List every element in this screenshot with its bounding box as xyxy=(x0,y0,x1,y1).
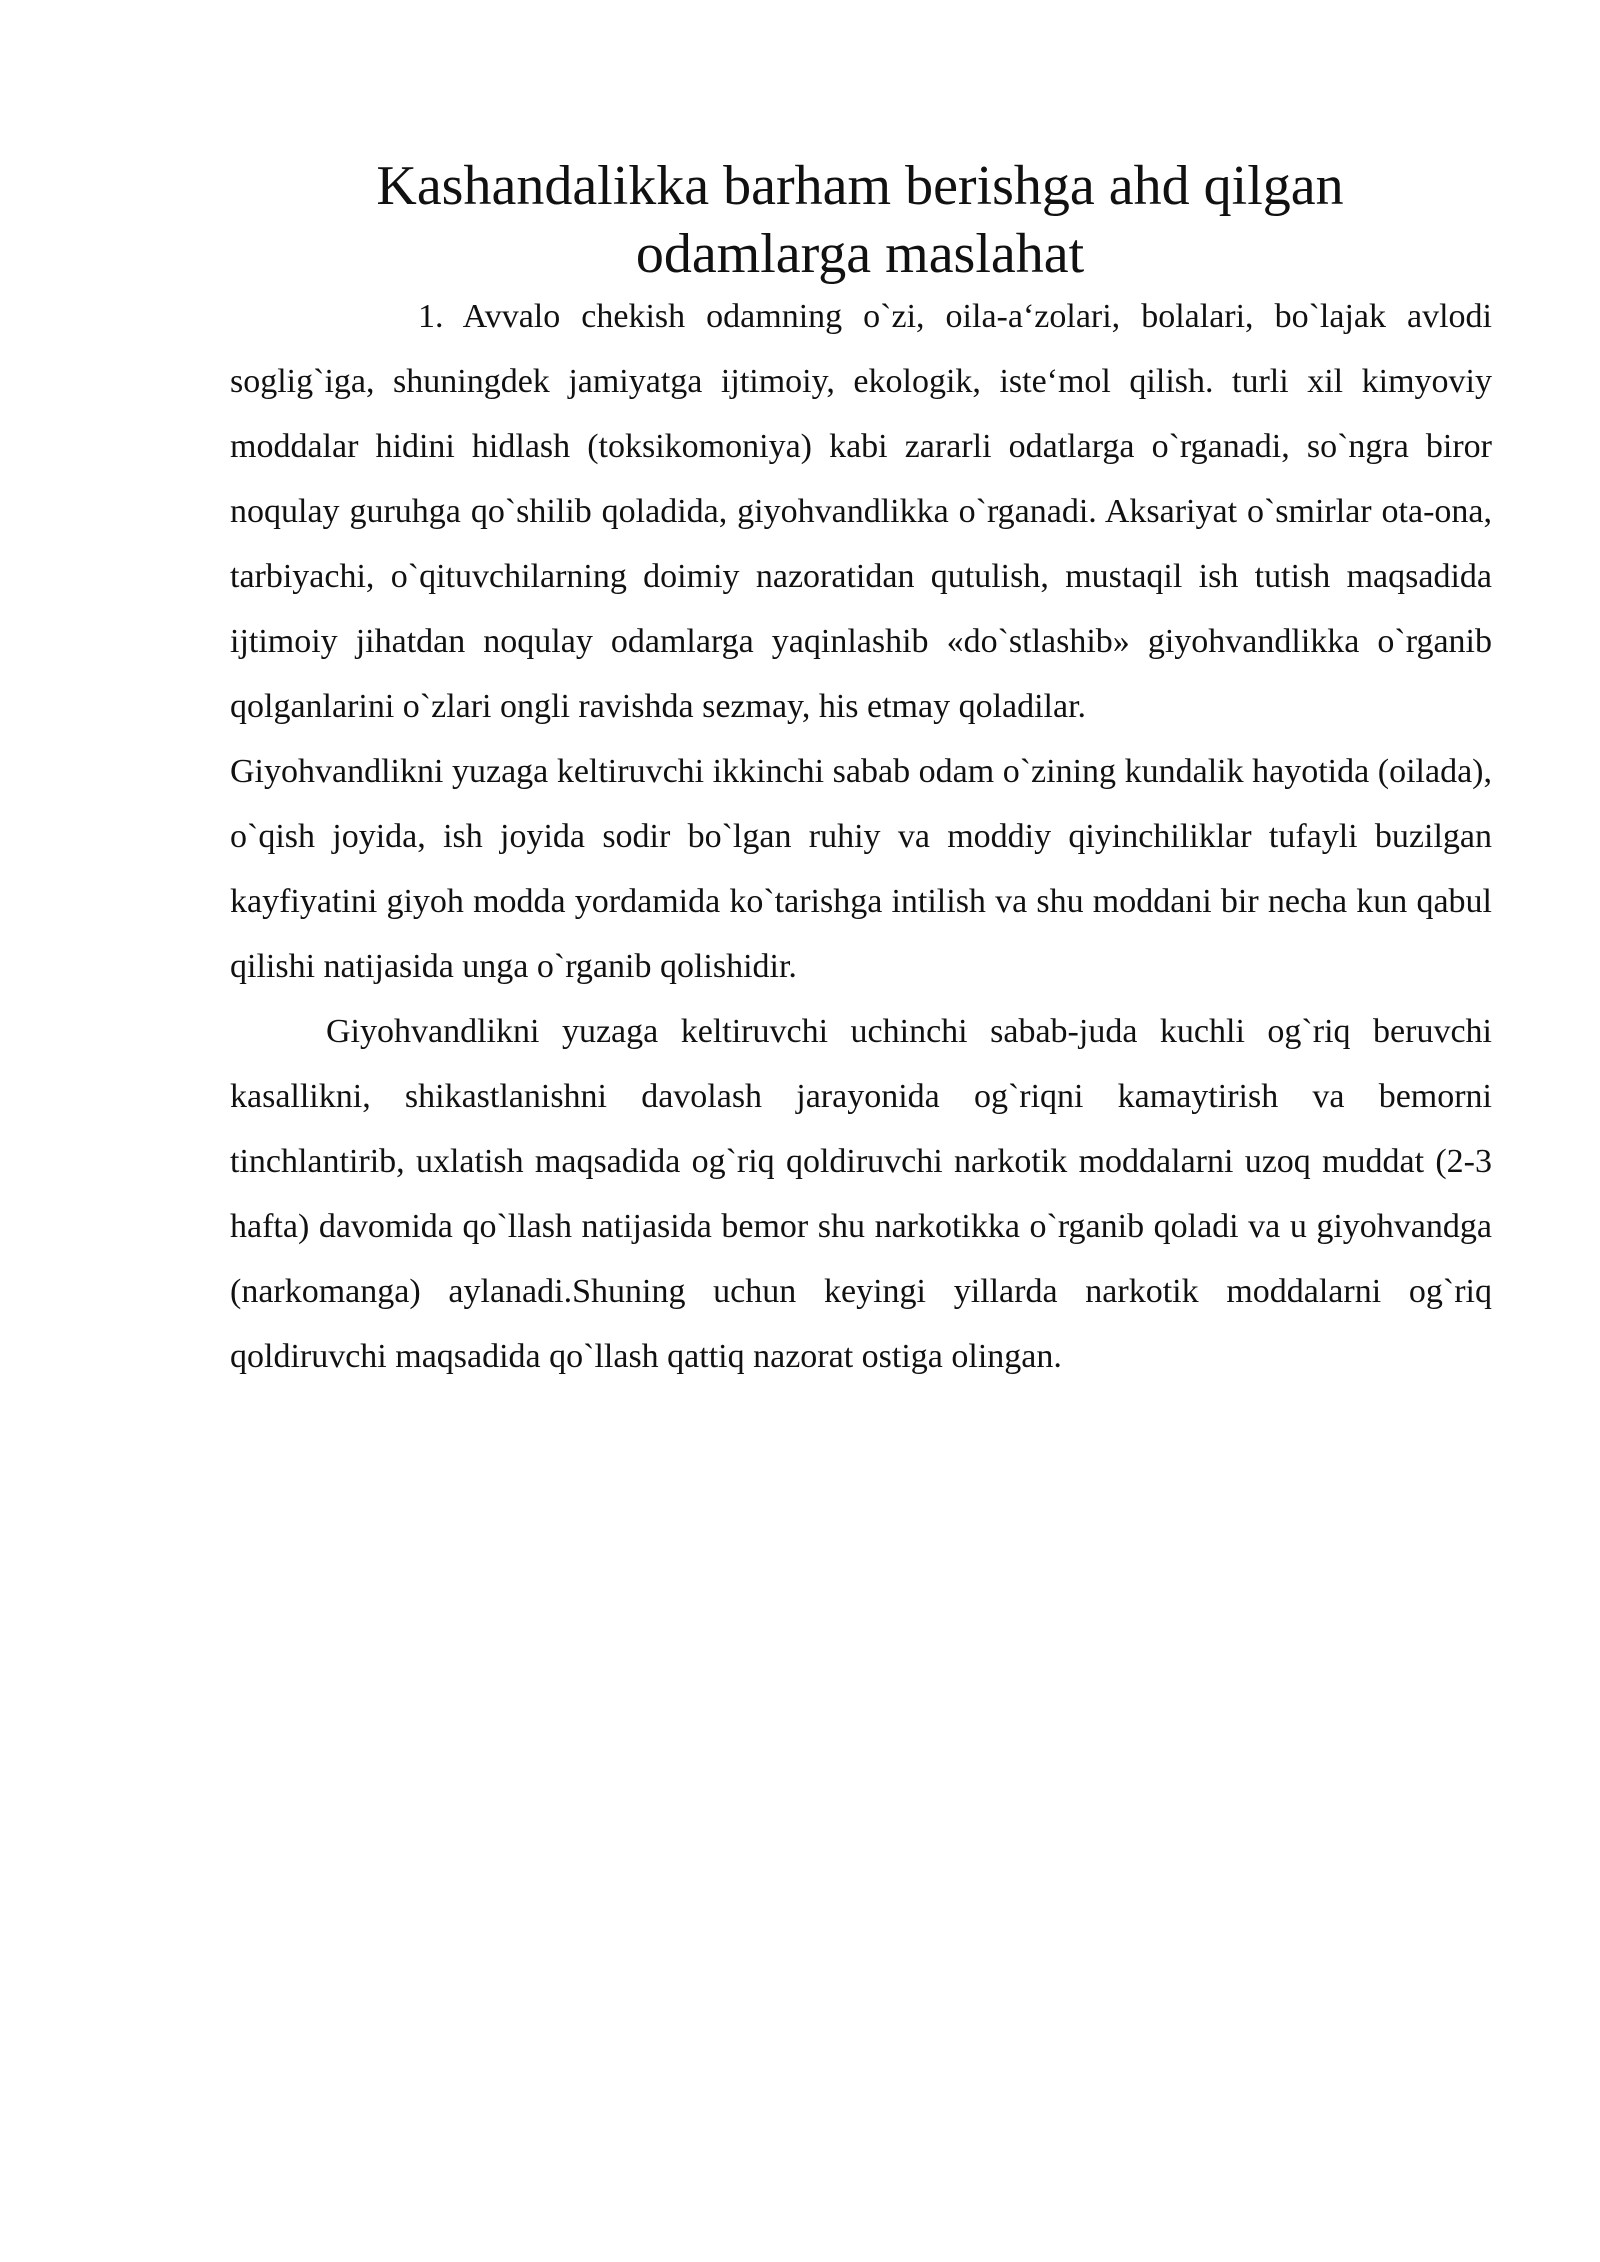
paragraph-1: 1. Avvalo chekish odamning o`zi, oila-a‘zolari, bolalari, bo`lajak avlodi soglig`iga, shuningdek jamiyatga ijtimoiy, ekologik, iste‘mol qilish. turli xil kimyoviy moddalar hidini hidlash (toksikomoniya) kabi zararli odatlarga o`rganadi, so`ngra biror noqulay guruhga qo`shilib qoladida, giyohvandlikka o`rganadi. Aksariyat o`smirlar ota-ona, tarbiyachi, o`qituvchilarning doimiy nazoratidan qutulish, mustaqil ish tutish maqsadida ijtimoiy jihatdan noqulay odamlarga yaqinlashib «do`stlashib» giyohvandlikka o`rganib qolganlarini o`zlari ongli ravishda sezmay, his etmay qoladilar. xyxy=(230,298,1492,725)
title-line-2: odamlarga maslahat xyxy=(635,223,1085,285)
document-title xyxy=(230,152,1490,288)
paragraph-3: Giyohvandlikni yuzaga keltiruvchi uchinchi sabab-juda kuchli og`riq beruvchi kasallikni, shikastlanishni davolash jarayonida og`riqni kamaytirish va bemorni tinchlantirib, uxlatish maqsadida og`riq qoldiruvchi narkotik moddalarni uzoq muddat (2-3 hafta) davomida qo`llash natijasida bemor shu narkotikka o`rganib qoladi va u giyohvandga (narkomanga) aylanadi.Shuning uchun keyingi yillarda narkotik moddalarni og`riq qoldiruvchi maqsadida qo`llash qattiq nazorat ostiga olingan. xyxy=(230,1013,1492,1375)
paragraph-2: Giyohvandlikni yuzaga keltiruvchi ikkinchi sabab odam o`zining kundalik hayotida (oilada), o`qish joyida, ish joyida sodir bo`lgan ruhiy va moddiy qiyinchiliklar tufayli buzilgan kayfiyatini giyoh modda yordamida ko`tarishga intilish va shu moddani bir necha kun qabul qilishi natijasida unga o`rganib qolishidir. xyxy=(230,753,1492,985)
document-body xyxy=(230,284,1492,1389)
title-line-1: Kashandalikka barham berishga ahd qilgan xyxy=(376,155,1344,217)
